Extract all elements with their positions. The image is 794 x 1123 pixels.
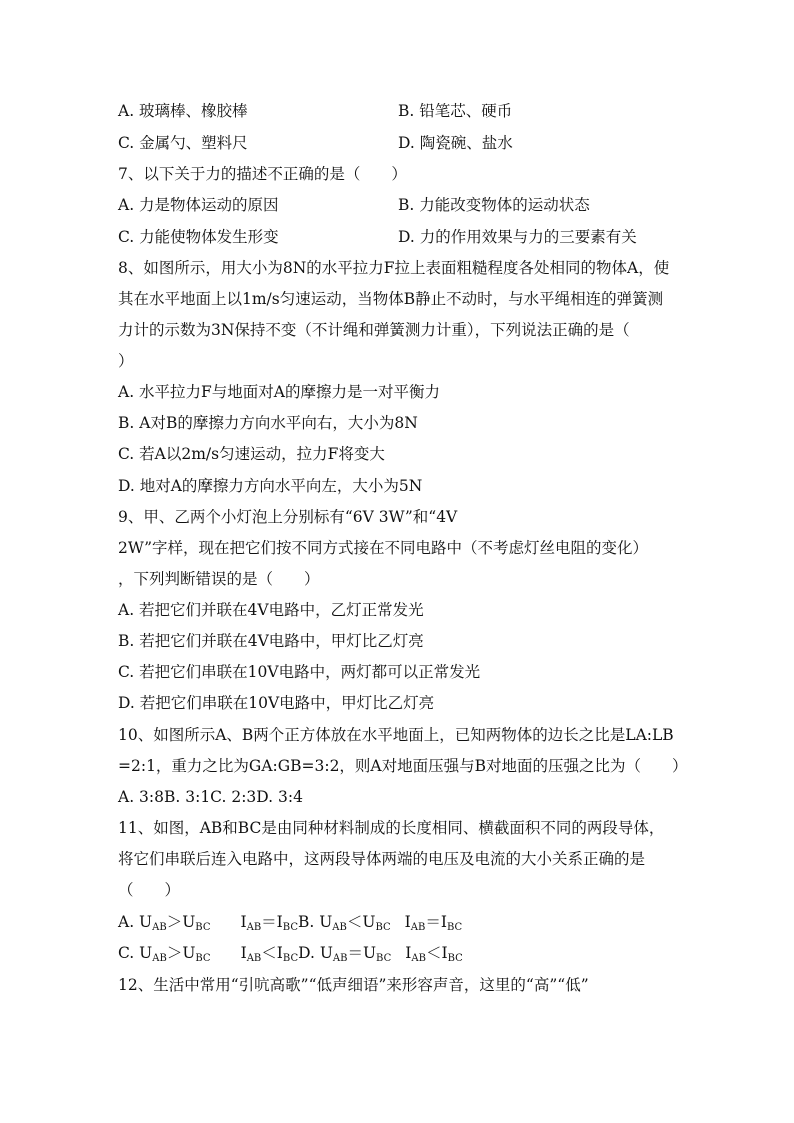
q11-stem-line2: 将它们串联后连入电路中，这两段导体两端的电压及电流的大小关系正确的是 <box>118 850 646 868</box>
q6-option-c: C. 金属勺、塑料尺 <box>118 134 248 152</box>
q11-option-d: D. $U_{AB}=U_{BC}$ $I_{AB}<I_{BC}$ <box>298 944 463 964</box>
q11-options-row-ab <box>118 912 462 932</box>
q10-stem-line1: 10、如图所示A、B两个正方体放在水平地面上，已知两物体的边长之比是LA:LB <box>118 726 674 744</box>
q12-stem-line1: 12、生活中常用“引吭高歌”“低声细语”来形容声音，这里的“高”“低” <box>118 976 589 994</box>
q11-option-a: A. $U_{AB}>U_{BC}$ $I_{AB}=I_{BC}$ <box>118 913 298 933</box>
q6-option-d: D. 陶瓷碗、盐水 <box>398 134 513 152</box>
q8-stem-line2: 其在水平地面上以1m/s匀速运动，当物体B静止不动时，与水平绳相连的弹簧测 <box>118 290 664 308</box>
q9-option-c: C. 若把它们串联在10V电路中，两灯都可以正常发光 <box>118 663 481 681</box>
q6-option-b: B. 铅笔芯、硬币 <box>398 102 513 120</box>
q8-option-d: D. 地对A的摩擦力方向水平向左，大小为5N <box>118 477 423 495</box>
q7-option-a: A. 力是物体运动的原因 <box>118 196 279 214</box>
q8-stem-line1: 8、如图所示，用大小为8N的水平拉力F拉上表面粗糙程度各处相同的物体A，使 <box>118 259 670 277</box>
q7-option-b: B. 力能改变物体的运动状态 <box>398 196 590 214</box>
q9-option-d: D. 若把它们串联在10V电路中，甲灯比乙灯亮 <box>118 694 435 712</box>
q9-option-b: B. 若把它们并联在4V电路中，甲灯比乙灯亮 <box>118 632 424 650</box>
q9-stem-line3: ，下列判断错误的是（ ） <box>118 570 320 588</box>
q11-option-b: B. $U_{AB}<U_{BC}$ $I_{AB}=I_{BC}$ <box>297 913 463 933</box>
q10-stem-line2: =2:1，重力之比为GA:GB=3:2，则A对地面压强与B对地面的压强之比为（ ） <box>118 757 688 775</box>
q7-option-d: D. 力的作用效果与力的三要素有关 <box>398 228 637 246</box>
q11-stem-line1: 11、如图，AB和BC是由同种材料制成的长度相同、横截面积不同的两段导体， <box>118 819 665 837</box>
q11-options-row-cd <box>118 943 463 963</box>
q7-stem: 7、以下关于力的描述不正确的是（ ） <box>118 165 407 183</box>
q9-option-a: A. 若把它们并联在4V电路中，乙灯正常发光 <box>118 601 424 619</box>
q9-stem-line2: 2W”字样，现在把它们按不同方式接在不同电路中（不考虑灯丝电阻的变化） <box>118 539 649 557</box>
q8-option-a: A. 水平拉力F与地面对A的摩擦力是一对平衡力 <box>118 383 440 401</box>
q7-option-c: C. 力能使物体发生形变 <box>118 228 279 246</box>
q8-stem-line3: 力计的示数为3N保持不变（不计绳和弹簧测力计重），下列说法正确的是（ <box>118 321 630 339</box>
q6-option-a: A. 玻璃棒、橡胶棒 <box>118 102 248 120</box>
q9-stem-line1: 9、甲、乙两个小灯泡上分别标有“6V 3W”和“4V <box>118 508 458 526</box>
q8-option-b: B. A对B的摩擦力方向水平向右，大小为8N <box>118 414 418 432</box>
q11-option-c: C. $U_{AB}>U_{BC}$ $I_{AB}<I_{BC}$ <box>118 944 299 964</box>
q8-option-c: C. 若A以2m/s匀速运动，拉力F将变大 <box>118 445 385 463</box>
q11-stem-line3: （ ） <box>118 881 181 899</box>
q10-options: A. 3:8B. 3:1C. 2:3D. 3:4 <box>118 788 303 806</box>
q8-stem-line4: ） <box>118 352 134 370</box>
